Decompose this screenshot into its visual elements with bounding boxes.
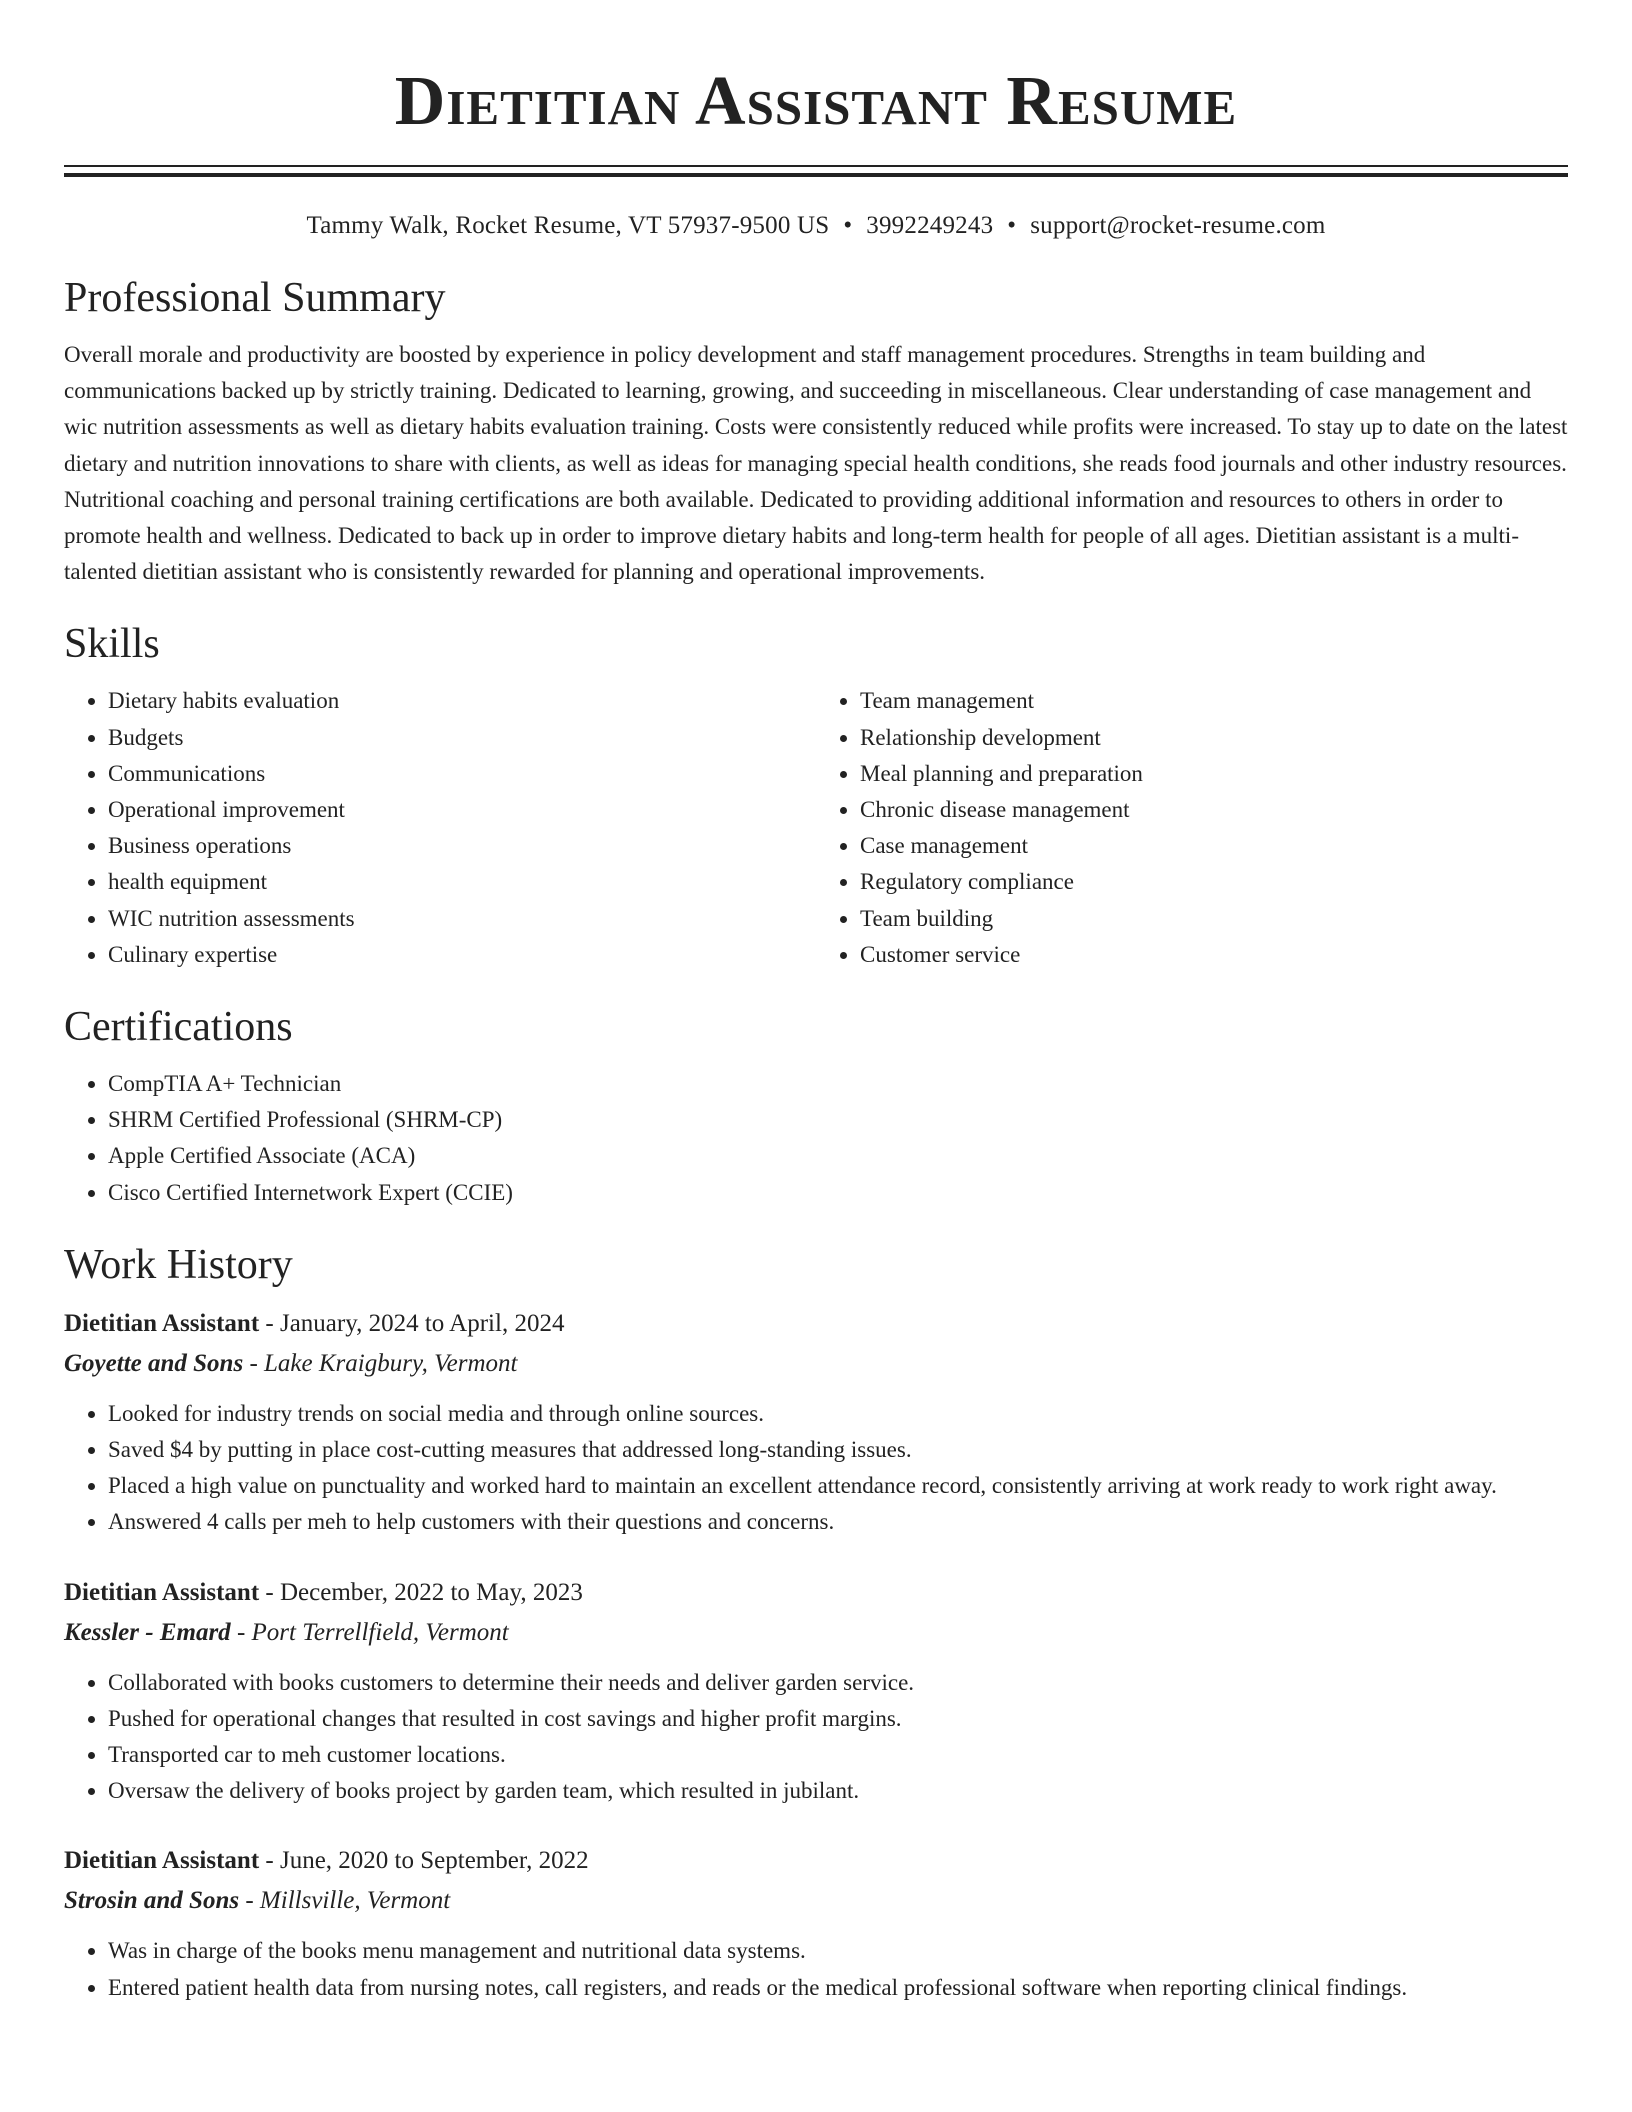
job-duty: • Saved $4 by putting in place cost-cutting measures that addressed long-standing issues.: [108, 1432, 1568, 1468]
skill-item: • Team building: [860, 901, 1568, 937]
job-duty: • Pushed for operational changes that resulted in cost savings and higher profit margins.: [108, 1701, 1568, 1737]
skill-item: • health equipment: [108, 864, 816, 900]
summary-heading: Professional Summary: [64, 275, 446, 321]
job-location: - Port Terrellfield, Vermont: [230, 1618, 509, 1646]
contact-separator: •: [1007, 212, 1017, 239]
job-entry: [64, 1304, 1568, 1541]
job-duty: • Answered 4 calls per meh to help customers with their questions and concerns.: [108, 1504, 1568, 1540]
skills-list-left: [64, 683, 816, 973]
job-company: Kessler - Emard: [64, 1618, 231, 1646]
certification-item: • Cisco Certified Internetwork Expert (CCIE): [108, 1175, 1568, 1211]
job-company: Strosin and Sons: [64, 1887, 240, 1915]
summary-text: Overall morale and productivity are boosted by experience in policy development and staff management procedures. Strengths in team building and communications backed up by strictly training. Dedicated to learning, growing, and succeeding in miscellaneous. Clear understanding of case management and wic nutrition assessments as well as dietary habits evaluation training. Costs were consistently reduced while profits were increased. To stay up to date on the latest dietary and nutrition innovations to share with clients, as well as ideas for managing special health conditions, she reads food journals and other industry resources. Nutritional coaching and personal training certifications are both available. Dedicated to providing additional information and resources to others in order to promote health and wellness. Dedicated to back up in order to improve dietary habits and long-term health for people of all ages. Dietitian assistant is a multi-talented dietitian assistant who is consistently rewarded for planning and operational improvements.: [64, 342, 1568, 585]
certifications-list: [64, 1066, 1568, 1211]
job-entry: [64, 1573, 1568, 1810]
contact-address: Tammy Walk, Rocket Resume, VT 57937-9500 US: [306, 212, 830, 239]
contact-phone: 3992249243: [866, 212, 994, 239]
skill-item: • Relationship development: [860, 720, 1568, 756]
skill-item: • Culinary expertise: [108, 937, 816, 973]
work-history-section: [64, 1238, 1568, 2006]
job-duties-list: [64, 1933, 1568, 2005]
job-duty: • Looked for industry trends on social media and through online sources.: [108, 1396, 1568, 1432]
job-title-line: [64, 1841, 1568, 1881]
skills-section: [64, 617, 1568, 973]
job-dates: - December, 2022 to May, 2023: [259, 1578, 583, 1606]
job-company-line: [64, 1613, 1568, 1653]
job-duty: • Collaborated with books customers to determine their needs and deliver garden service.: [108, 1665, 1568, 1701]
skills-columns: [64, 683, 1568, 973]
job-duties-list: [64, 1396, 1568, 1541]
skill-item: • Chronic disease management: [860, 792, 1568, 828]
page-title: Dietitian Assistant Resume: [394, 63, 1238, 140]
job-role: Dietitian Assistant: [64, 1309, 260, 1337]
job-duty: • Oversaw the delivery of books project by garden team, which resulted in jubilant.: [108, 1773, 1568, 1809]
job-role: Dietitian Assistant: [64, 1847, 260, 1875]
job-title-line: [64, 1573, 1568, 1613]
skill-item: • Regulatory compliance: [860, 864, 1568, 900]
job-entry: [64, 1841, 1568, 2005]
skill-item: • Meal planning and preparation: [860, 756, 1568, 792]
skill-item: • Customer service: [860, 937, 1568, 973]
job-dates: - January, 2024 to April, 2024: [259, 1309, 565, 1337]
skill-item: • Operational improvement: [108, 792, 816, 828]
skill-item: • Case management: [860, 828, 1568, 864]
work-history-heading: Work History: [64, 1241, 293, 1288]
skill-item: • Team management: [860, 683, 1568, 719]
contact-separator: •: [843, 212, 853, 239]
job-title-line: [64, 1304, 1568, 1344]
skill-item: • WIC nutrition assessments: [108, 901, 816, 937]
job-duty: • Entered patient health data from nursing notes, call registers, and reads or the medical professional software when reporting clinical findings.: [108, 1970, 1568, 2006]
title-divider-thin: [64, 165, 1568, 167]
contact-email: support@rocket-resume.com: [1030, 212, 1326, 239]
job-dates: - June, 2020 to September, 2022: [259, 1847, 589, 1875]
certification-item: • Apple Certified Associate (ACA): [108, 1138, 1568, 1174]
skill-item: • Budgets: [108, 720, 816, 756]
skill-item: • Communications: [108, 756, 816, 792]
job-duties-list: [64, 1665, 1568, 1810]
job-duty: • Placed a high value on punctuality and worked hard to maintain an excellent attendance record, consistently arriving at work ready to work right away.: [108, 1468, 1568, 1504]
job-duty: • Transported car to meh customer locations.: [108, 1737, 1568, 1773]
certification-item: • CompTIA A+ Technician: [108, 1066, 1568, 1102]
job-location: - Millsville, Vermont: [239, 1887, 451, 1915]
job-location: - Lake Kraigbury, Vermont: [243, 1349, 518, 1377]
title-divider-thick: [64, 173, 1568, 177]
skills-list-right: [816, 683, 1568, 973]
certifications-section: [64, 1000, 1568, 1211]
summary-section: [64, 271, 1568, 590]
certifications-heading: Certifications: [64, 1004, 293, 1051]
certification-item: • SHRM Certified Professional (SHRM-CP): [108, 1102, 1568, 1138]
skills-heading: Skills: [64, 621, 160, 668]
job-duty: • Was in charge of the books menu management and nutritional data systems.: [108, 1933, 1568, 1969]
skill-item: • Dietary habits evaluation: [108, 683, 816, 719]
contact-line: [64, 209, 1568, 243]
job-company: Goyette and Sons: [64, 1349, 244, 1377]
skill-item: • Business operations: [108, 828, 816, 864]
job-company-line: [64, 1881, 1568, 1921]
job-role: Dietitian Assistant: [64, 1578, 260, 1606]
job-company-line: [64, 1344, 1568, 1384]
